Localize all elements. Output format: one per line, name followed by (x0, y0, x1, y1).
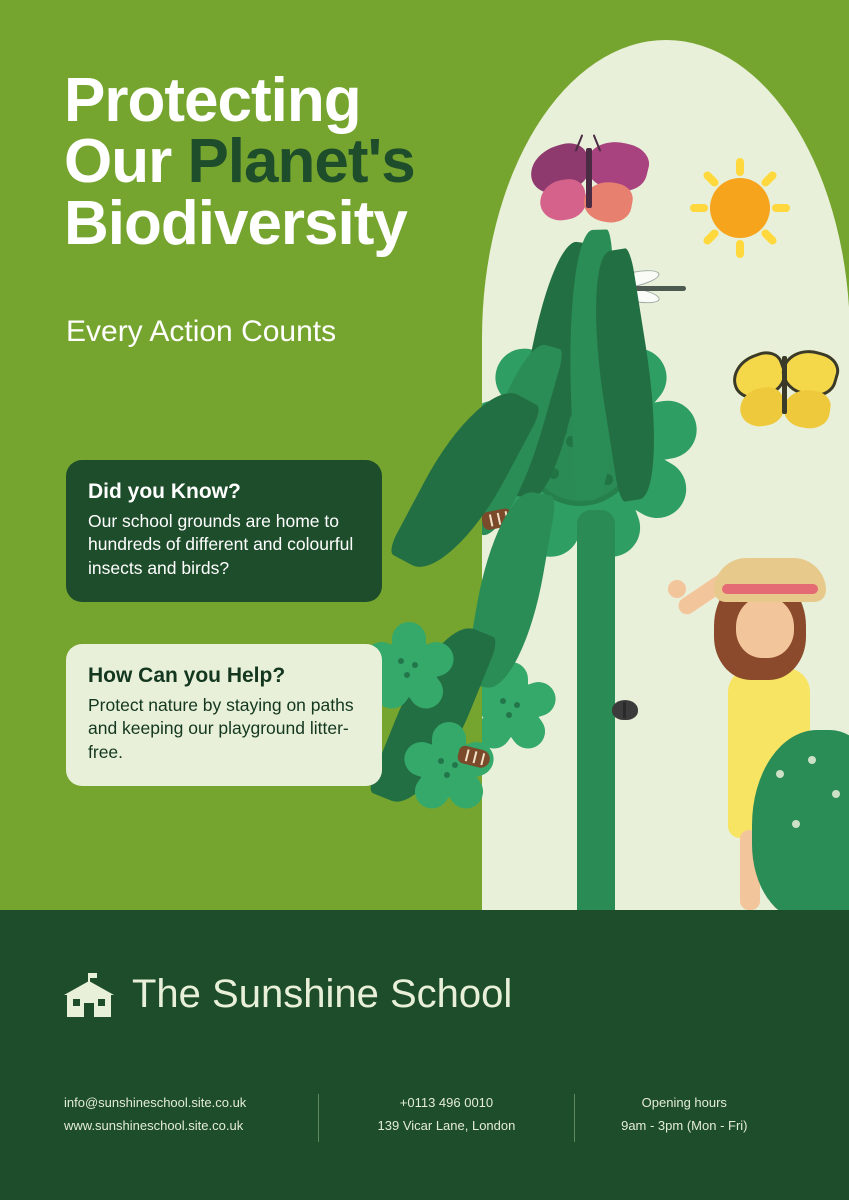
contact-row (64, 1092, 794, 1142)
sun-icon (692, 160, 788, 256)
contact-column-hours (575, 1092, 794, 1138)
school-building-icon (64, 973, 114, 1017)
did-you-know-card (66, 460, 382, 602)
page-title (64, 66, 534, 258)
school-identity (64, 972, 512, 1017)
school-name: The Sunshine School (132, 972, 513, 1016)
headline-line-3: Biodiversity (64, 188, 407, 258)
footer (0, 910, 849, 1200)
divider (318, 1094, 319, 1142)
email-text[interactable]: info@sunshineschool.site.co.uk (64, 1095, 247, 1110)
headline-line-2-white: Our (64, 127, 188, 197)
phone-text[interactable]: +0113 496 0010 (399, 1095, 494, 1110)
card-body: Our school grounds are home to hundreds of different and colourful insects and birds? (88, 511, 354, 578)
foreground-foliage (370, 320, 670, 920)
butterfly-pink-icon (530, 140, 650, 230)
butterfly-yellow-icon (732, 350, 842, 438)
headline-line-2-accent: Planet's (187, 127, 415, 197)
card-body: Protect nature by staying on paths and keeping our playground litter-free. (88, 695, 354, 762)
hours-value: 9am - 3pm (Mon - Fri) (621, 1117, 748, 1133)
contact-column-phone (319, 1092, 573, 1138)
headline-line-2 (64, 127, 534, 197)
card-title: How Can you Help? (88, 664, 286, 687)
divider (574, 1094, 575, 1142)
website-text[interactable]: www.sunshineschool.site.co.uk (64, 1117, 244, 1133)
dragonfly-icon (782, 42, 849, 78)
headline-line-1: Protecting (64, 66, 361, 135)
address-text: 139 Vicar Lane, London (377, 1117, 516, 1133)
contact-column-email (64, 1092, 318, 1138)
subtitle: Every Action Counts (66, 315, 337, 348)
card-title: Did you Know? (88, 480, 241, 503)
how-can-you-help-card (66, 644, 382, 786)
hours-label: Opening hours (641, 1095, 727, 1110)
